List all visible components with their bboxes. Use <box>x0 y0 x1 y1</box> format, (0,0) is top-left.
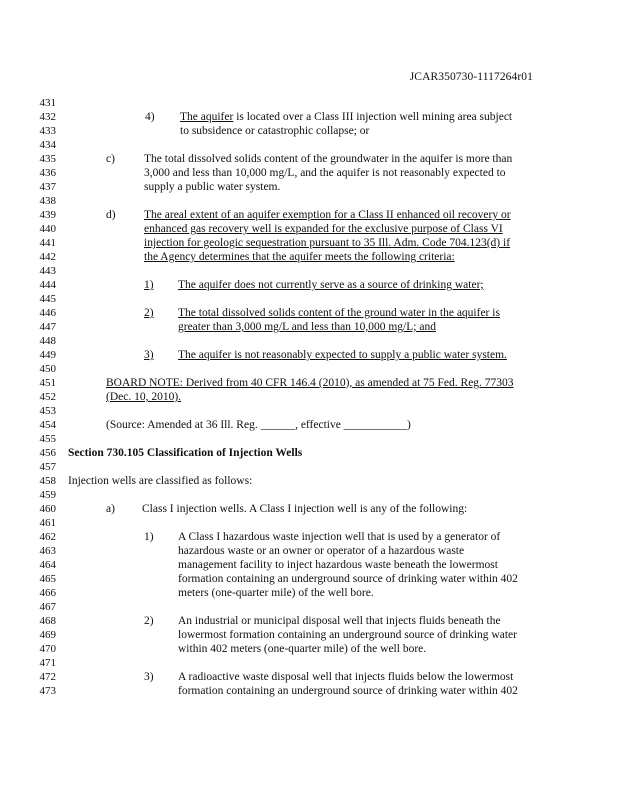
line-number: 454 <box>39 419 56 431</box>
line-number: 459 <box>39 489 56 501</box>
item-a-line-1: Class I injection wells. A Class I injection well is any of the following: <box>142 503 468 515</box>
line-number: 452 <box>39 391 56 403</box>
line-number: 455 <box>39 433 56 445</box>
item-d2-line-2: greater than 3,000 mg/L and less than 10,000 mg/L; and <box>178 321 436 333</box>
item-a3-line-2: formation containing an underground source of drinking water within 402 <box>178 685 518 697</box>
line-number: 431 <box>39 97 56 109</box>
item-a2-line-1: An industrial or municipal disposal well that injects fluids beneath the <box>178 615 501 627</box>
line-number: 450 <box>39 363 56 375</box>
item-d2-line-1: The total dissolved solids content of the ground water in the aquifer is <box>178 307 500 319</box>
line-number: 442 <box>39 251 56 263</box>
line-number: 440 <box>39 223 56 235</box>
line-number: 456 <box>39 447 56 459</box>
line-number: 436 <box>39 167 56 179</box>
line-number: 444 <box>39 279 56 291</box>
item-marker: c) <box>106 153 115 165</box>
line-number: 462 <box>39 531 56 543</box>
line-number: 445 <box>39 293 56 305</box>
item-marker: 2) <box>144 307 154 319</box>
line-number: 463 <box>39 545 56 557</box>
source-note: (Source: Amended at 36 Ill. Reg. ______, effective ___________) <box>106 419 411 431</box>
board-note-line-2: (Dec. 10, 2010). <box>106 391 182 403</box>
section-heading: Section 730.105 Classification of Injection Wells <box>68 447 303 459</box>
line-number: 470 <box>39 643 56 655</box>
item-a1-line-4: formation containing an underground source of drinking water within 402 <box>178 573 518 585</box>
item-a3-line-1: A radioactive waste disposal well that injects fluids below the lowermost <box>178 671 514 683</box>
line-number: 433 <box>39 125 56 137</box>
item-d1-line-1: The aquifer does not currently serve as a source of drinking water; <box>178 279 484 291</box>
line-number: 471 <box>39 657 56 669</box>
board-note-line-1: BOARD NOTE: Derived from 40 CFR 146.4 (2010), as amended at 75 Fed. Reg. 77303 <box>106 377 514 389</box>
line-number: 447 <box>39 321 56 333</box>
item-c-line-3: supply a public water system. <box>144 181 281 193</box>
line-number: 458 <box>39 475 56 487</box>
line-number: 438 <box>39 195 56 207</box>
item-marker: 4) <box>145 111 155 123</box>
item-a1-line-2: hazardous waste or an owner or operator of a hazardous waste <box>178 545 465 557</box>
line-number: 464 <box>39 559 56 571</box>
item-c-line-1: The total dissolved solids content of the groundwater in the aquifer is more than <box>144 153 513 165</box>
line-number: 457 <box>39 461 56 473</box>
line-number: 453 <box>39 405 56 417</box>
item-d-line-2: enhanced gas recovery well is expanded for the exclusive purpose of Class VI <box>144 223 503 235</box>
line-number: 469 <box>39 629 56 641</box>
line-number: 441 <box>39 237 56 249</box>
item-4-line-1 <box>180 111 512 123</box>
item-marker: 1) <box>144 279 154 291</box>
line-number: 465 <box>39 573 56 585</box>
item-d-line-3: injection for geologic sequestration pursuant to 35 Ill. Adm. Code 704.123(d) if <box>144 237 511 249</box>
line-number: 439 <box>39 209 56 221</box>
item-4-line-2: to subsidence or catastrophic collapse; or <box>180 125 370 137</box>
line-number: 468 <box>39 615 56 627</box>
line-number: 448 <box>39 335 56 347</box>
inserted-text: The aquifer <box>180 111 234 123</box>
item-a1-line-5: meters (one-quarter mile) of the well bore. <box>178 587 374 599</box>
line-number: 460 <box>39 503 56 515</box>
line-number: 435 <box>39 153 56 165</box>
item-marker: 3) <box>144 349 154 361</box>
line-number: 443 <box>39 265 56 277</box>
item-marker: d) <box>106 209 116 221</box>
line-number: 432 <box>39 111 56 123</box>
item-a2-line-3: within 402 meters (one-quarter mile) of the well bore. <box>178 643 427 655</box>
item-a2-line-2: lowermost formation containing an underground source of drinking water <box>178 629 517 641</box>
line-number: 473 <box>39 685 56 697</box>
item-a1-line-3: management facility to inject hazardous waste beneath the lowermost <box>178 559 498 571</box>
item-marker: 3) <box>144 671 154 683</box>
text-run: is located over a Class III injection well mining area subject <box>233 111 513 123</box>
document-id-header: JCAR350730-1117264r01 <box>409 71 533 83</box>
line-number: 466 <box>39 587 56 599</box>
item-d-line-4: the Agency determines that the aquifer meets the following criteria: <box>144 251 455 263</box>
item-marker: 2) <box>144 615 154 627</box>
line-number: 467 <box>39 601 56 613</box>
item-marker: 1) <box>144 531 154 543</box>
line-number: 434 <box>39 139 56 151</box>
item-d-line-1: The areal extent of an aquifer exemption for a Class II enhanced oil recovery or <box>144 209 511 221</box>
item-c-line-2: 3,000 and less than 10,000 mg/L, and the aquifer is not reasonably expected to <box>144 167 506 179</box>
item-d3-line-1: The aquifer is not reasonably expected to supply a public water system. <box>178 349 507 361</box>
section-intro: Injection wells are classified as follows: <box>68 475 253 487</box>
line-number: 446 <box>39 307 56 319</box>
line-number: 449 <box>39 349 56 361</box>
line-number: 461 <box>39 517 56 529</box>
line-number: 437 <box>39 181 56 193</box>
line-number: 451 <box>39 377 56 389</box>
line-number: 472 <box>39 671 56 683</box>
item-marker: a) <box>106 503 115 515</box>
item-a1-line-1: A Class I hazardous waste injection well that is used by a generator of <box>178 531 501 543</box>
